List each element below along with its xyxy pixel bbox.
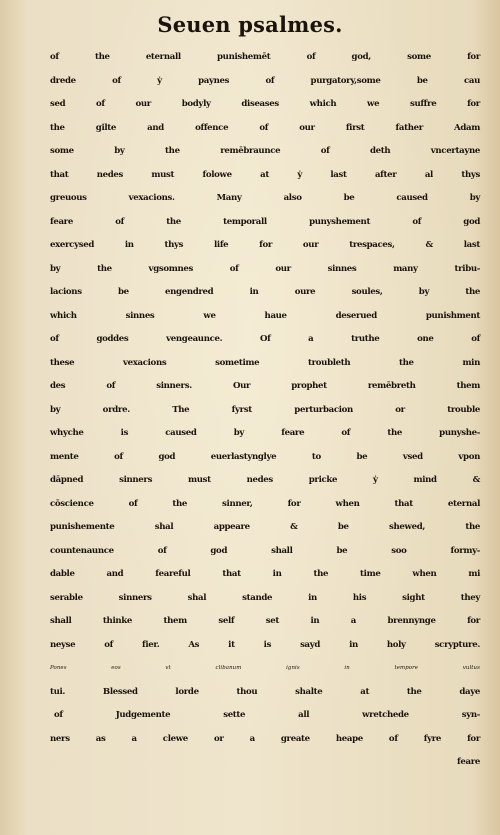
text-line: cōscience of the sinner, for when that eternal bbox=[50, 498, 480, 509]
text-line: lacions be engendred in oure soules, by the bbox=[50, 287, 480, 297]
latin-quotation-line: Pones eos vt clibanum ignis in tempore vultus bbox=[50, 665, 480, 671]
text-line: sed of our bodyly diseases which we suffre for bbox=[50, 99, 480, 109]
text-line: dable and feareful that in the time when mi bbox=[50, 569, 480, 579]
text-line: serable sinners shal stande in his sight they bbox=[50, 592, 480, 603]
page-body-text bbox=[50, 46, 480, 775]
text-line: tui. Blessed lorde thou shalte at the daye bbox=[50, 686, 480, 697]
text-line: some by the remēbraunce of deth vncertayne bbox=[50, 146, 480, 156]
text-line: whyche is caused by feare of the punyshe- bbox=[50, 428, 480, 438]
catchword: feare bbox=[457, 757, 480, 767]
running-header: Seuen psalmes. bbox=[157, 12, 343, 37]
text-line: mente of god euerlastynglye to be vsed vpon bbox=[50, 451, 480, 462]
text-line: ners as a clewe or a greate heape of fyre for bbox=[50, 733, 480, 744]
text-line: shall thinke them self set in a brennynge for bbox=[50, 616, 480, 626]
text-line: feare of the temporall punyshement of god bbox=[50, 216, 480, 227]
text-line: by the vgsomnes of our sinnes many tribu- bbox=[50, 263, 480, 274]
text-line: these vexacions sometime troubleth the min bbox=[50, 357, 480, 368]
text-line: of the eternall punishemēt of god, some for bbox=[50, 52, 480, 62]
text-line: dāpned sinners must nedes pricke ẏ mind & bbox=[50, 475, 480, 485]
text-line: punishemente shal appeare & be shewed, the bbox=[50, 522, 480, 532]
text-line: drede of ẏ paynes of purgatory,some be cau bbox=[50, 75, 480, 86]
text-line: that nedes must folowe at ẏ last after al thys bbox=[50, 169, 480, 180]
text-line: of goddes vengeaunce. Of a truthe one of bbox=[50, 334, 480, 344]
text-line: of Judgemente sette all wretchede syn- bbox=[54, 710, 480, 720]
text-line: des of sinners. Our prophet remēbreth them bbox=[50, 381, 480, 391]
text-line: which sinnes we haue deserued punishment bbox=[50, 310, 480, 321]
text-line: countenaunce of god shall be soo formy- bbox=[50, 545, 480, 556]
text-line: neyse of fier. As it is sayd in holy scrypture. bbox=[50, 639, 480, 650]
text-line: exercysed in thys life for our trespaces, & last bbox=[50, 240, 480, 250]
text-line: the gilte and offence of our first father Adam bbox=[50, 122, 480, 133]
text-line: by ordre. The fyrst perturbacion or trouble bbox=[50, 404, 480, 415]
text-line: greuous vexacions. Many also be caused by bbox=[50, 193, 480, 203]
